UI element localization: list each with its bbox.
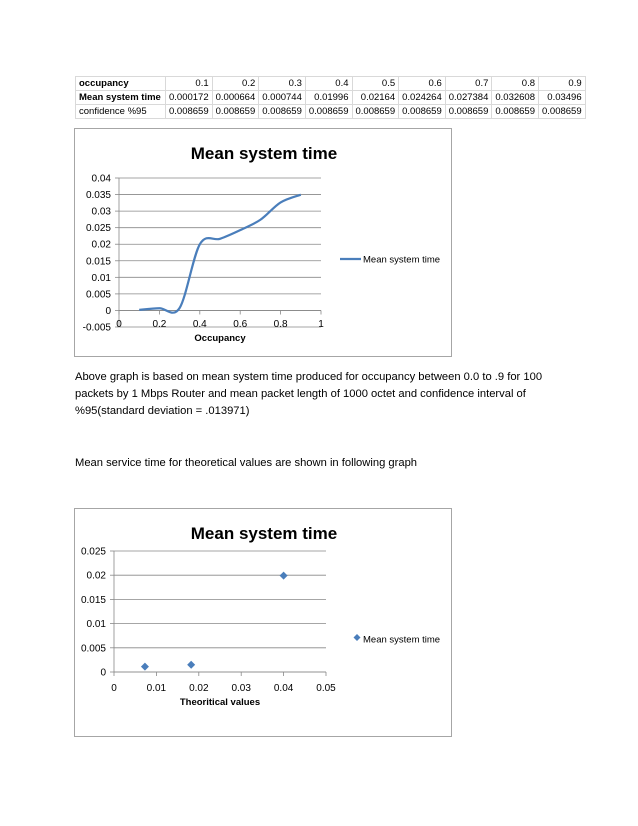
table-cell: 0.03496 xyxy=(539,91,586,105)
table-cell: 0.000664 xyxy=(212,91,259,105)
y-tick-label: 0.035 xyxy=(85,190,111,202)
x-tick-label: 0.03 xyxy=(231,683,251,694)
x-tick-label: 1 xyxy=(318,319,324,330)
y-tick-label: 0.02 xyxy=(91,239,111,251)
y-tick-label: 0.03 xyxy=(91,206,111,218)
table-cell: 0.008659 xyxy=(259,105,306,119)
scatter-chart xyxy=(75,509,451,736)
table-cell: 0.008659 xyxy=(492,105,539,119)
table-cell: 0.5 xyxy=(352,77,399,91)
table-cell: 0.008659 xyxy=(539,105,586,119)
y-tick-label: 0.005 xyxy=(85,289,111,301)
table-row xyxy=(76,77,586,91)
x-tick-label: 0.01 xyxy=(146,683,167,694)
y-tick-label: 0.005 xyxy=(80,643,106,655)
table-cell: 0.027384 xyxy=(445,91,492,105)
table-cell: 0.1 xyxy=(166,77,213,91)
x-axis-title: Theoritical values xyxy=(179,697,261,708)
x-tick-label: 0.8 xyxy=(273,319,288,330)
x-tick-label: 0.02 xyxy=(189,683,209,694)
table-cell: 0.008659 xyxy=(305,105,352,119)
table-cell: 0.008659 xyxy=(212,105,259,119)
legend-diamond-marker xyxy=(354,634,361,641)
data-point-diamond xyxy=(187,661,195,669)
table-cell: 0.024264 xyxy=(399,91,446,105)
y-tick-label: -0.005 xyxy=(82,322,111,334)
paragraph-theoretical-intro: Mean service time for theoretical values are shown in following graph xyxy=(75,457,418,469)
table-row xyxy=(76,105,586,119)
data-point-diamond xyxy=(141,663,149,671)
table-cell: 0.000744 xyxy=(259,91,306,105)
y-tick-label: 0.04 xyxy=(91,173,111,185)
table-cell: 0.6 xyxy=(399,77,446,91)
row-label: occupancy xyxy=(76,77,166,91)
y-tick-label: 0.01 xyxy=(86,619,106,631)
table-cell: 0.2 xyxy=(212,77,259,91)
y-tick-label: 0.015 xyxy=(85,256,111,268)
table-cell: 0.032608 xyxy=(492,91,539,105)
table-cell: 0.008659 xyxy=(399,105,446,119)
x-tick-label: 0.04 xyxy=(273,683,294,694)
scatter-chart-frame xyxy=(74,508,452,737)
line-chart-frame xyxy=(74,128,452,357)
line-chart xyxy=(75,129,451,356)
x-tick-label: 0.6 xyxy=(233,319,248,330)
table-cell: 0.4 xyxy=(305,77,352,91)
row-label: confidence %95 xyxy=(76,105,166,119)
x-tick-label: 0.4 xyxy=(192,319,207,330)
x-tick-label: 0 xyxy=(116,319,122,330)
y-tick-label: 0.025 xyxy=(80,546,106,558)
chart-title: Mean system time xyxy=(190,524,338,543)
x-tick-label: 0 xyxy=(111,683,117,694)
table-cell: 0.008659 xyxy=(445,105,492,119)
table-row xyxy=(76,91,586,105)
x-axis-title: Occupancy xyxy=(194,333,246,344)
x-tick-label: 0.2 xyxy=(152,319,167,330)
table-cell: 0.008659 xyxy=(166,105,213,119)
y-tick-label: 0.015 xyxy=(80,594,106,606)
y-tick-label: 0 xyxy=(105,305,111,317)
paragraph-graph-description: Above graph is based on mean system time produced for occupancy between 0.0 to .9 for 100 packets by 1 Mbps Router and mean packet length of 1000 octet and confidence interval of %95(standard deviation = .013971) xyxy=(75,371,543,417)
y-tick-label: 0 xyxy=(100,667,106,679)
table-cell: 0.3 xyxy=(259,77,306,91)
table-cell: 0.8 xyxy=(492,77,539,91)
chart-title: Mean system time xyxy=(190,144,338,163)
data-point-diamond xyxy=(280,572,288,580)
table-cell: 0.7 xyxy=(445,77,492,91)
data-table xyxy=(75,76,586,119)
x-tick-label: 0.05 xyxy=(316,683,336,694)
table-cell: 0.008659 xyxy=(352,105,399,119)
row-label: Mean system time xyxy=(76,91,166,105)
y-tick-label: 0.025 xyxy=(85,223,111,235)
table-cell: 0.02164 xyxy=(352,91,399,105)
table-cell: 0.000172 xyxy=(166,91,213,105)
legend-label: Mean system time xyxy=(363,254,441,266)
table-cell: 0.01996 xyxy=(305,91,352,105)
series-line-mean-system-time xyxy=(139,195,301,313)
y-tick-label: 0.02 xyxy=(86,570,106,582)
y-tick-label: 0.01 xyxy=(91,272,111,284)
table-cell: 0.9 xyxy=(539,77,586,91)
legend-label: Mean system time xyxy=(363,634,441,646)
